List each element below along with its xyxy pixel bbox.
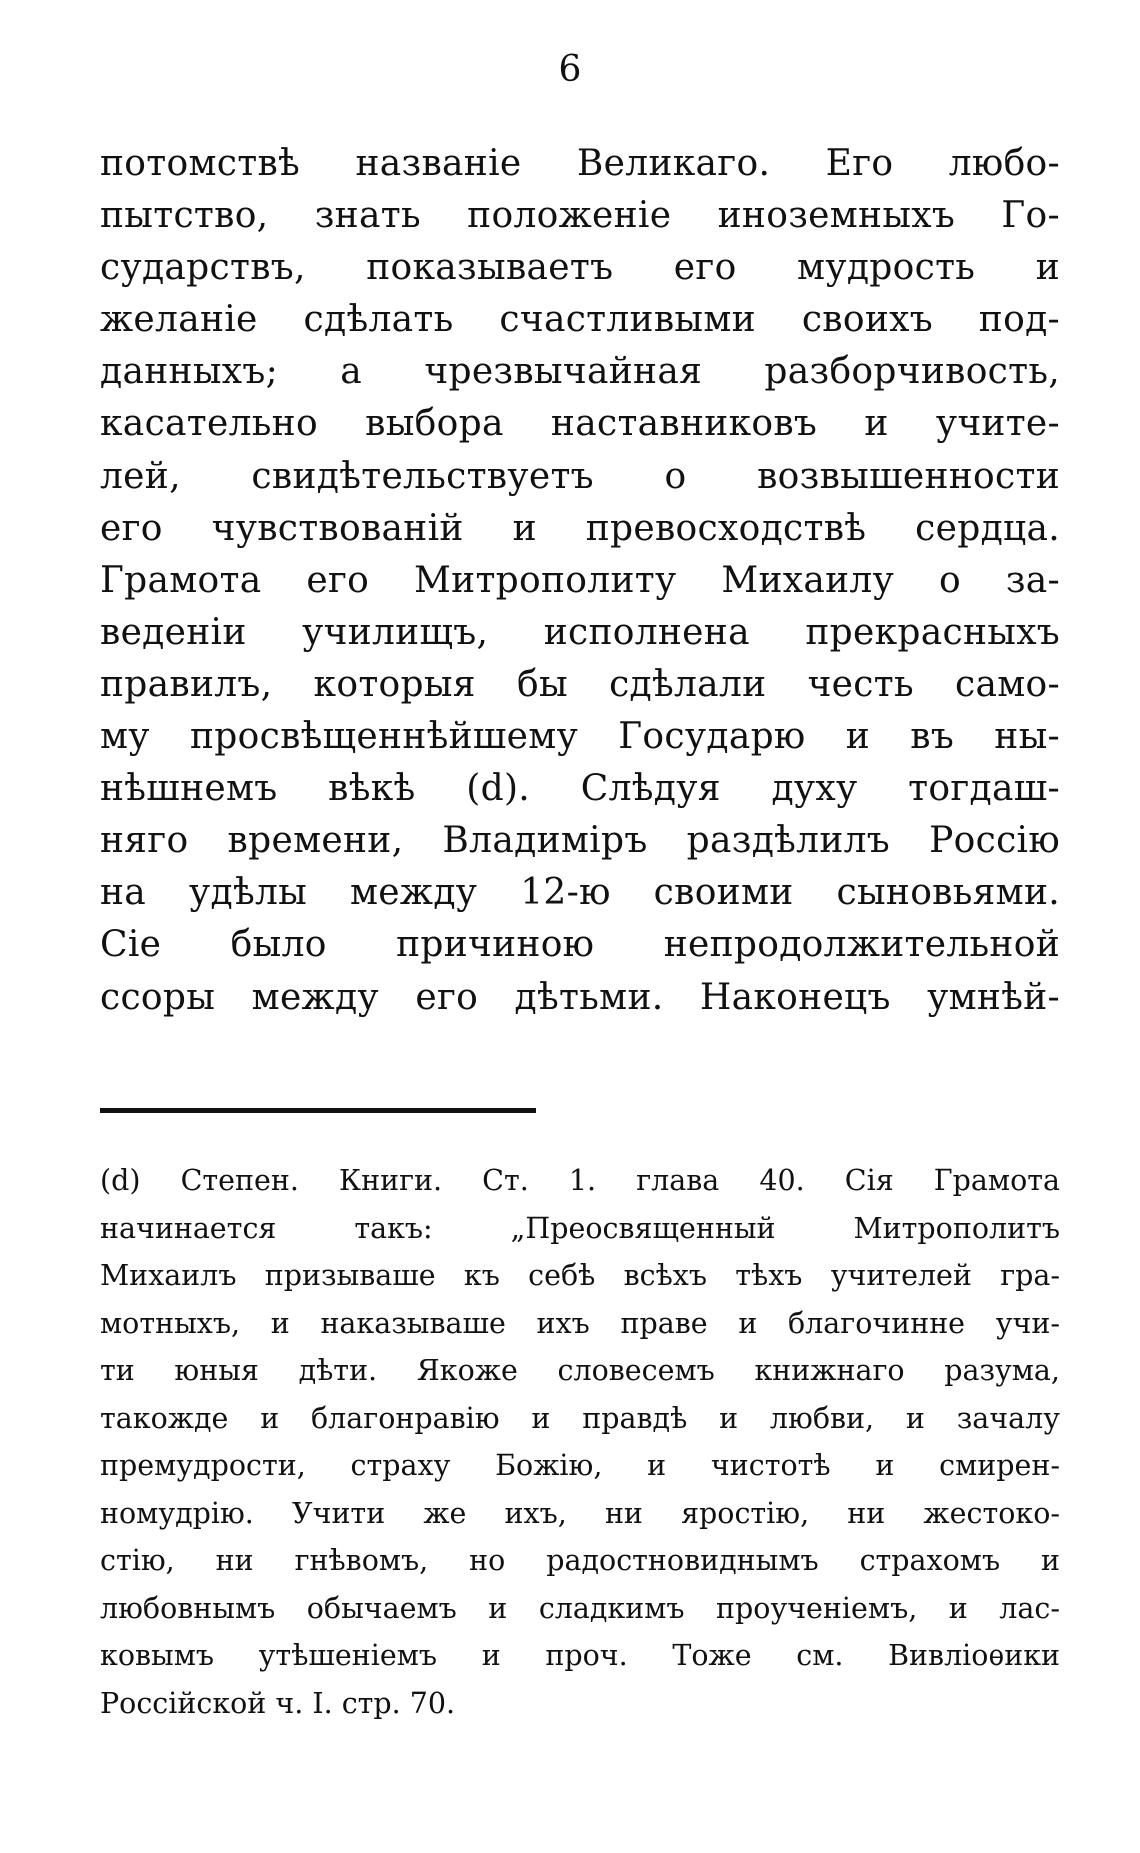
footnote-line: любовнымъ обычаемъ и сладкимъ проученіемъ, и лас-	[100, 1591, 1060, 1625]
footnote-line: ковымъ утѣшеніемъ и проч. Тоже см. Вивліоѳики	[100, 1639, 1060, 1672]
main-text-line: няго времени, Владиміръ раздѣлилъ Россію	[100, 820, 1060, 862]
main-text-line: касательно выбора наставниковъ и учите-	[100, 403, 1060, 445]
main-text-line: данныхъ; а чрезвычайная разборчивость,	[100, 351, 1060, 393]
main-text-line: нѣшнемъ вѣкѣ (d). Слѣдуя духу тогдаш-	[100, 768, 1060, 810]
main-text-line: лей, свидѣтельствуетъ о возвышенности	[100, 455, 1060, 497]
footnote-line: (d) Степен. Книги. Ст. 1. глава 40. Сія Грамота	[100, 1164, 1060, 1197]
page-number: 6	[558, 49, 582, 90]
main-text-line: му просвѣщеннѣйшему Государю и въ ны-	[100, 716, 1060, 758]
footnote-line: такожде и благонравію и правдѣ и любви, и зачалу	[100, 1401, 1060, 1435]
footnote-line: Михаилъ призываше къ себѣ всѣхъ тѣхъ учителей гра-	[100, 1259, 1060, 1292]
footnote-line: начинается такъ: „Преосвященный Митрополитъ	[100, 1211, 1060, 1245]
main-text-line: желаніе сдѣлать счастливыми своихъ под-	[100, 299, 1060, 341]
footnote-divider	[100, 1108, 536, 1113]
main-text-line: веденіи училищъ, исполнена прекрасныхъ	[100, 611, 1060, 653]
footnote-line: Россійской ч. I. стр. 70.	[100, 1686, 456, 1720]
footnote-line: номудрію. Учити же ихъ, ни яростію, ни жестоко-	[100, 1496, 1060, 1530]
main-text-line: его чувствованій и превосходствѣ сердца.	[100, 507, 1060, 549]
main-text-line: пытство, знать положеніе иноземныхъ Го-	[100, 195, 1060, 237]
main-text-line: на удѣлы между 12-ю своими сыновьями.	[100, 872, 1060, 914]
main-text-line: ссоры между его дѣтьми. Наконецъ умнѣй-	[100, 976, 1060, 1018]
footnote-block	[100, 1157, 1060, 1727]
main-text-line: Сіе было причиною непродолжительной	[100, 924, 1060, 966]
footnote-line: стію, ни гнѣвомъ, но радостновиднымъ страхомъ и	[100, 1544, 1060, 1577]
main-text-line: правилъ, которыя бы сдѣлали честь само-	[100, 663, 1060, 705]
main-text-line: сударствъ, показываетъ его мудрость и	[100, 247, 1060, 289]
footnote-line: премудрости, страху Божію, и чистотѣ и смирен-	[100, 1449, 1060, 1482]
footnote-line: мотныхъ, и наказываше ихъ праве и благочинне учи-	[100, 1306, 1060, 1340]
main-text-block	[100, 138, 1060, 1024]
footnote-line: ти юныя дѣти. Якоже словесемъ книжнаго разума,	[100, 1354, 1060, 1387]
main-text-line: потомствѣ названіе Великаго. Его любо-	[100, 143, 1060, 184]
main-text-line: Грамота его Митрополиту Михаилу о за-	[100, 559, 1060, 601]
